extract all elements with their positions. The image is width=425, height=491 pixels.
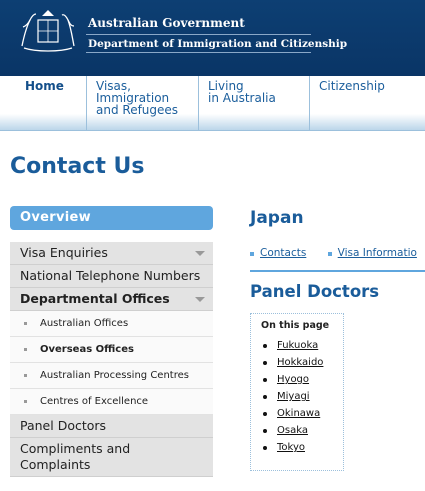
anchor-link-osaka[interactable]: Osaka — [277, 425, 308, 436]
bullet-icon — [24, 400, 27, 403]
nav-item-label: Citizenship — [319, 79, 385, 93]
on-this-page-list — [261, 337, 333, 456]
anchor-link-miyagi[interactable]: Miyagi — [277, 391, 310, 402]
list-item — [261, 354, 333, 371]
sidebar-item-panel-doctors[interactable] — [10, 415, 213, 438]
section-title: Panel Doctors — [250, 282, 380, 301]
sidebar-item-label: Visa Enquiries — [20, 245, 108, 260]
coat-of-arms-icon — [14, 6, 82, 54]
nav-item-living[interactable] — [198, 76, 310, 130]
list-item — [261, 405, 333, 422]
tab-contacts[interactable]: Contacts — [250, 247, 306, 259]
bullet-icon — [24, 374, 27, 377]
sidebar-item-departmental-offices[interactable] — [10, 288, 213, 311]
content-tabs — [250, 247, 425, 259]
nav-item-label-line: in Australia — [208, 91, 276, 105]
on-this-page-box — [250, 313, 344, 471]
nav-item-label-line: Immigration — [96, 91, 170, 105]
chevron-down-icon[interactable] — [195, 297, 205, 302]
sidebar-subitem-label: Australian Offices — [40, 318, 129, 329]
country-heading: Japan — [250, 208, 304, 228]
nav-divider — [198, 76, 199, 130]
sidebar-subitem-centres-of-excellence[interactable] — [10, 389, 213, 415]
nav-divider — [86, 76, 87, 130]
anchor-link-hokkaido[interactable]: Hokkaido — [277, 357, 324, 368]
chevron-down-icon[interactable] — [195, 251, 205, 256]
bullet-icon — [24, 322, 27, 325]
sidebar-item-label: National Telephone Numbers — [20, 268, 201, 283]
bullet-icon — [24, 348, 27, 351]
anchor-link-fukuoka[interactable]: Fukuoka — [277, 340, 319, 351]
header-divider — [86, 34, 311, 35]
sidebar-subitem-label: Overseas Offices — [40, 344, 134, 355]
department-title: Department of Immigration and Citizenship — [88, 38, 348, 50]
sidebar-item-compliments[interactable] — [10, 438, 213, 477]
government-title: Australian Government — [88, 16, 245, 30]
list-item — [261, 371, 333, 388]
on-this-page-heading: On this page — [261, 320, 330, 331]
sidebar-item-visa-enquiries[interactable] — [10, 242, 213, 265]
sidebar — [10, 206, 213, 477]
nav-item-visas[interactable] — [86, 76, 198, 130]
list-item — [261, 422, 333, 439]
sidebar-item-national-telephone[interactable] — [10, 265, 213, 288]
site-header — [0, 0, 425, 76]
sidebar-item-label: Compliments and Complaints — [20, 441, 131, 472]
nav-item-label: Home — [25, 79, 64, 93]
anchor-link-hyogo[interactable]: Hyogo — [277, 374, 310, 385]
sidebar-item-label: Panel Doctors — [20, 418, 107, 433]
anchor-link-tokyo[interactable]: Tokyo — [277, 442, 305, 453]
sidebar-subitem-label: Centres of Excellence — [40, 396, 149, 407]
main-nav — [0, 76, 425, 131]
nav-item-citizenship[interactable] — [309, 76, 425, 130]
header-divider — [86, 52, 311, 53]
tabs-divider — [250, 270, 425, 272]
page-title: Contact Us — [10, 154, 145, 179]
sidebar-subitem-processing-centres[interactable] — [10, 363, 213, 389]
list-item — [261, 388, 333, 405]
tab-visa-information[interactable]: Visa Informatio — [328, 247, 417, 259]
nav-item-label-line: Visas, — [96, 79, 131, 93]
nav-item-home[interactable] — [15, 76, 88, 130]
sidebar-subitem-overseas-offices[interactable] — [10, 337, 213, 363]
sidebar-item-overview[interactable]: Overview — [10, 206, 213, 230]
list-item — [261, 337, 333, 354]
nav-divider — [309, 76, 310, 130]
sidebar-item-label: Departmental Offices — [20, 291, 170, 306]
nav-item-label-line: Living — [208, 79, 244, 93]
sidebar-subitem-australian-offices[interactable] — [10, 311, 213, 337]
sidebar-subitem-label: Australian Processing Centres — [40, 370, 189, 381]
list-item — [261, 439, 333, 456]
nav-item-label-line: and Refugees — [96, 103, 179, 117]
anchor-link-okinawa[interactable]: Okinawa — [277, 408, 321, 419]
